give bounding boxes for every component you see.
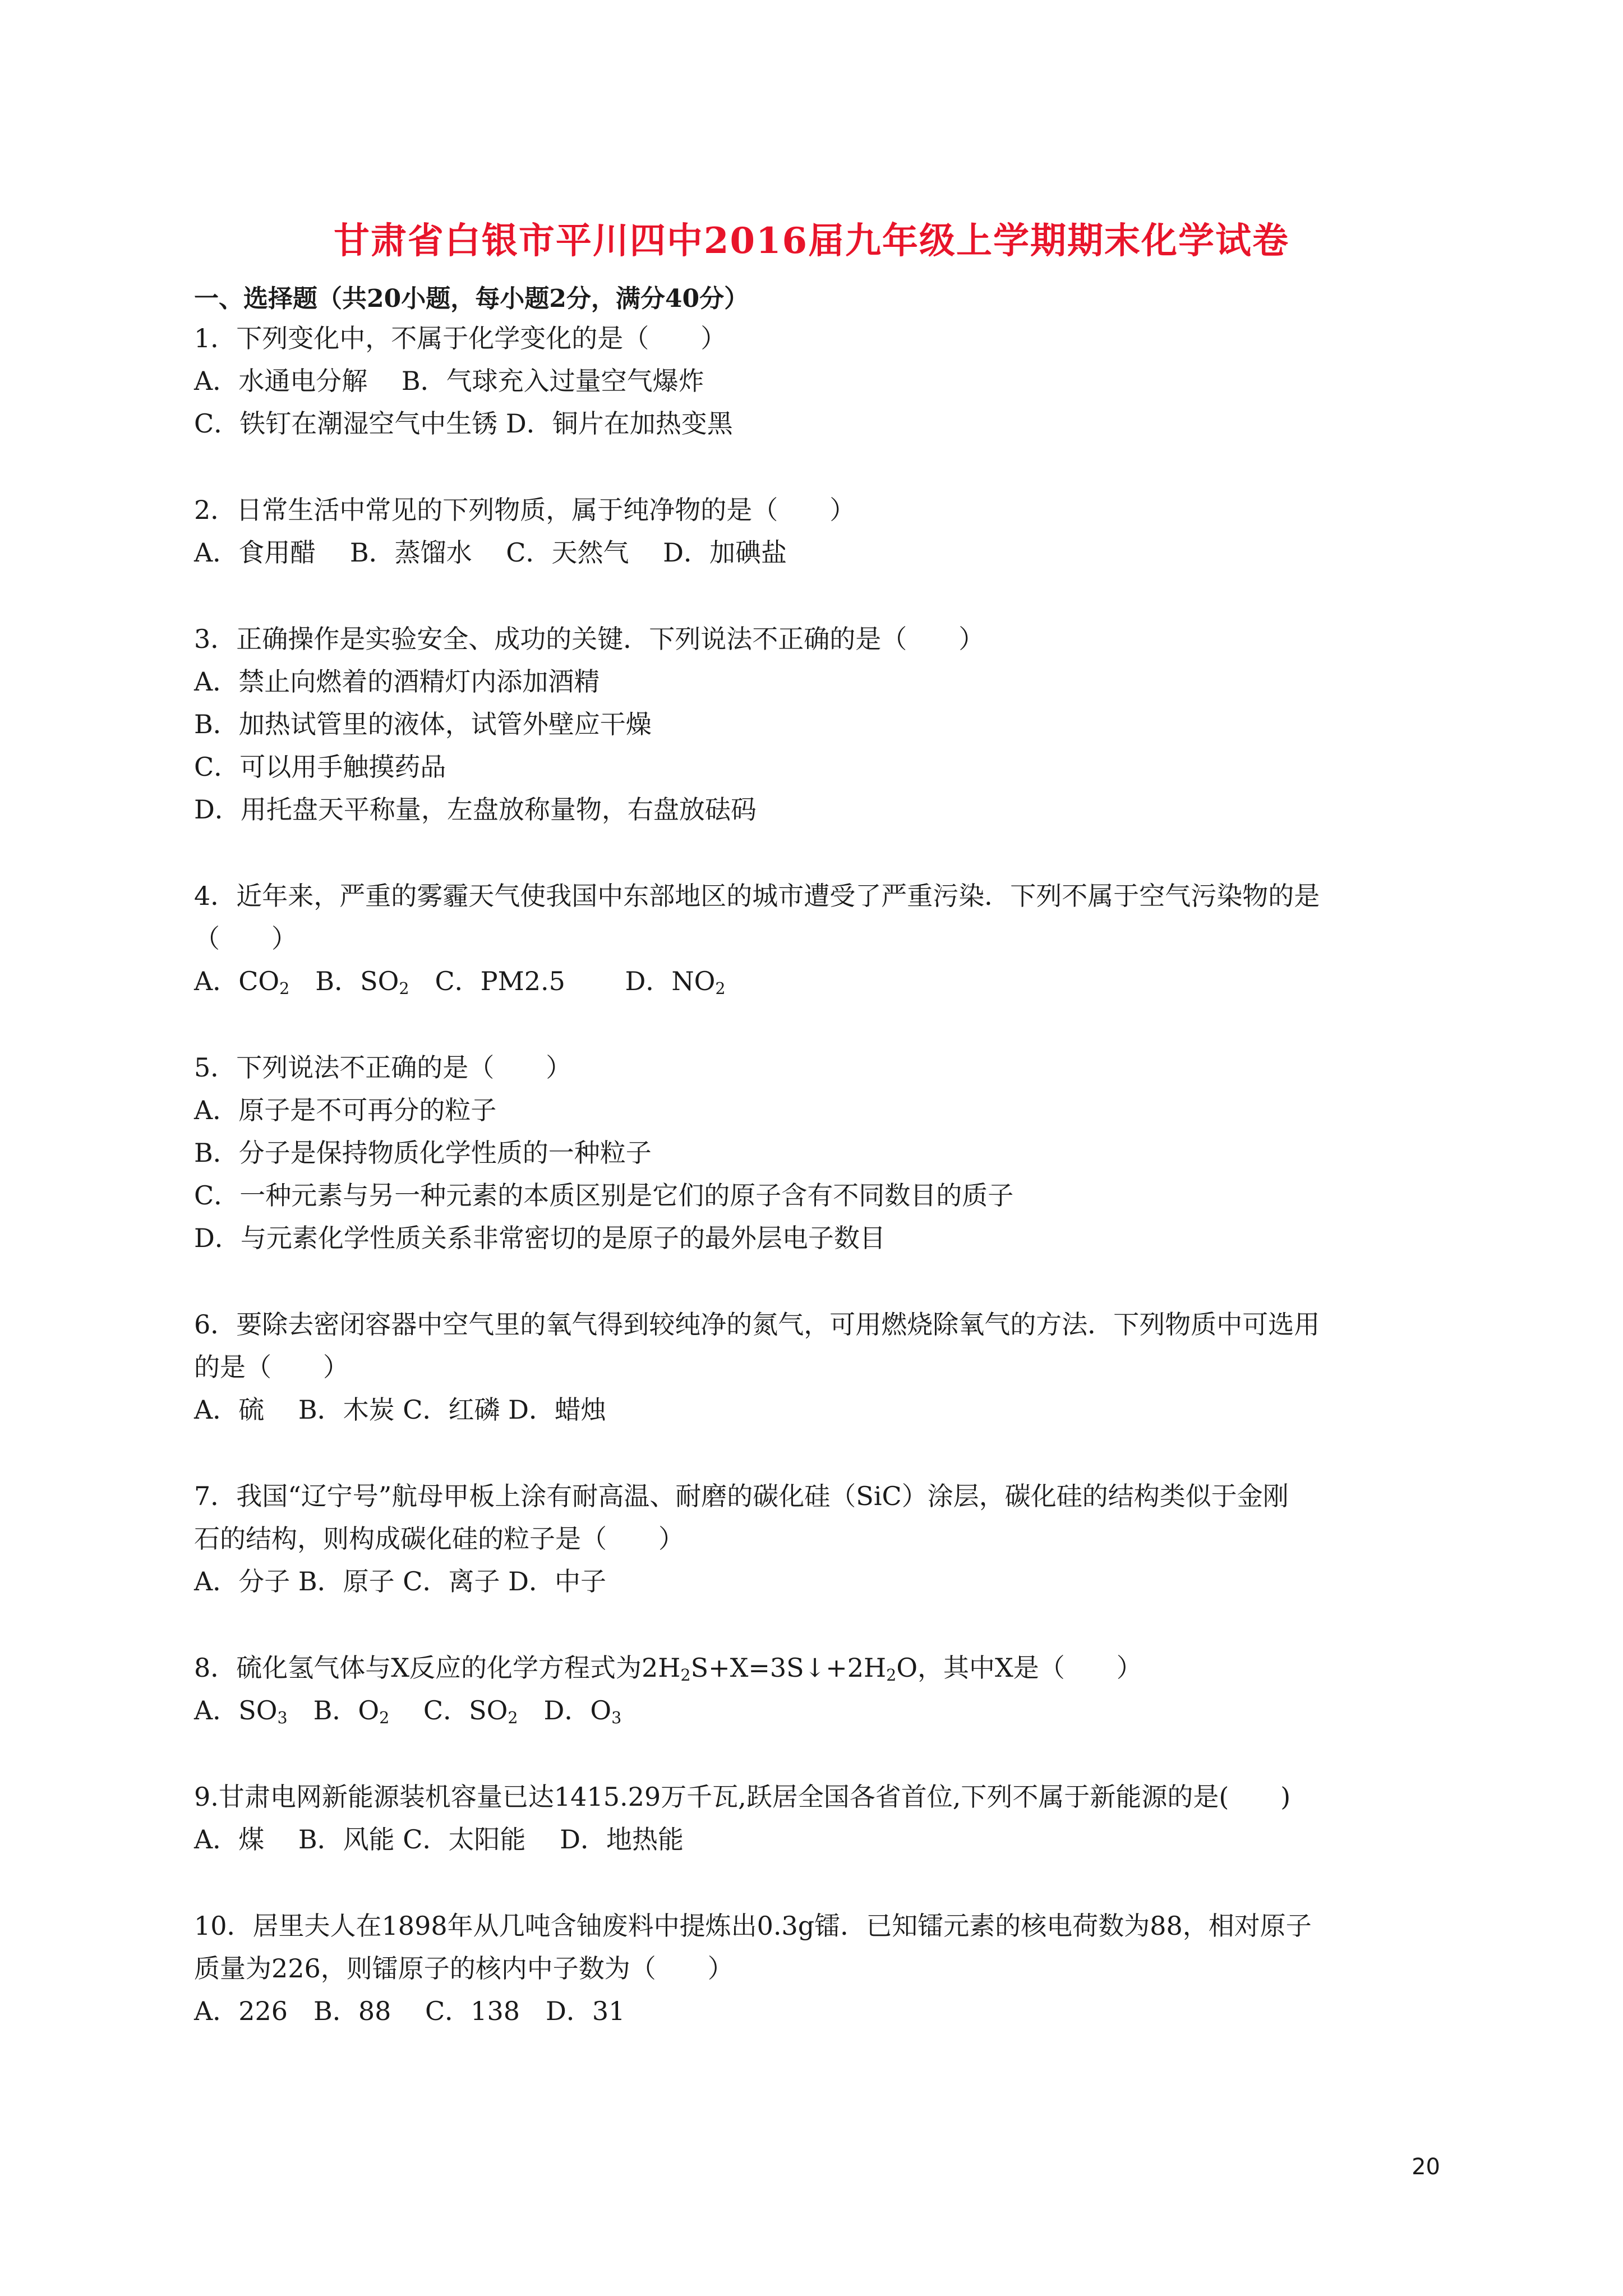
formula-text: A．CO xyxy=(194,966,280,996)
question-7-options: A．分子 B．原子 C．离子 D．中子 xyxy=(194,1566,606,1596)
formula-text: C．SO xyxy=(389,1695,508,1726)
question-2-options: A．食用醋 B．蒸馏水 C．天然气 D．加碘盐 xyxy=(194,537,787,568)
question-10-options: A．226 B．88 C．138 D．31 xyxy=(194,1996,625,2026)
question-5-option-d: D．与元素化学性质关系非常密切的是原子的最外层电子数目 xyxy=(194,1223,886,1253)
subscript: 2 xyxy=(379,1709,390,1728)
question-1-options-ab: A．水通电分解 B．气球充入过量空气爆炸 xyxy=(194,366,704,396)
subscript: 2 xyxy=(886,1666,897,1685)
question-7-stem: 7．我国“辽宁号”航母甲板上涂有耐高温、耐磨的碳化硅（SiC）涂层，碳化硅的结构类似于金刚 xyxy=(194,1481,1289,1511)
formula-text: B．SO xyxy=(289,966,399,996)
question-6-stem: 6．要除去密闭容器中空气里的氧气得到较纯净的氮气，可用燃烧除氧气的方法．下列物质中可选用 xyxy=(194,1309,1320,1340)
subscript: 2 xyxy=(680,1666,691,1685)
subscript: 2 xyxy=(279,979,290,999)
question-9-options: A．煤 B．风能 C．太阳能 D．地热能 xyxy=(194,1824,684,1855)
question-1-options-cd: C．铁钉在潮湿空气中生锈 D．铜片在加热变黑 xyxy=(194,408,733,439)
question-10-stem: 10．居里夫人在1898年从几吨含铀废料中提炼出0.3g镭．已知镭元素的核电荷数为88，相对原子 xyxy=(194,1911,1312,1941)
question-10-stem-cont: 质量为226，则镭原子的核内中子数为（ ） xyxy=(194,1953,734,1984)
question-5-option-b: B．分子是保持物质化学性质的一种粒子 xyxy=(194,1138,652,1168)
exam-title: 甘肃省白银市平川四中2016届九年级上学期期末化学试卷 xyxy=(333,220,1290,262)
formula-text: A．SO xyxy=(194,1695,278,1726)
question-4-stem: 4．近年来，严重的雾霾天气使我国中东部地区的城市遭受了严重污染．下列不属于空气污染物的是 xyxy=(194,881,1320,911)
question-8-stem xyxy=(194,1655,1142,1684)
question-4-stem-cont: （ ） xyxy=(194,923,297,954)
formula-text: B．O xyxy=(287,1695,380,1726)
question-6-stem-cont: 的是（ ） xyxy=(194,1352,349,1382)
question-9-stem: 9.甘肃电网新能源装机容量已达1415.29万千瓦,跃居全国各省首位,下列不属于新能源的是( ) xyxy=(194,1782,1291,1812)
question-3-stem: 3．正确操作是实验安全、成功的关键．下列说法不正确的是（ ） xyxy=(194,624,985,654)
question-3-option-a: A．禁止向燃着的酒精灯内添加酒精 xyxy=(194,666,600,697)
page-number: 20 xyxy=(1412,2154,1440,2180)
question-3-option-d: D．用托盘天平称量，左盘放称量物，右盘放砝码 xyxy=(194,794,757,825)
subscript: 2 xyxy=(508,1709,518,1728)
stem-text: S+X=3S↓+2H xyxy=(690,1653,887,1683)
section-heading: 一、选择题（共20小题，每小题2分，满分40分） xyxy=(194,284,749,313)
question-3-option-c: C．可以用手触摸药品 xyxy=(194,752,446,782)
stem-text: 8．硫化氢气体与X反应的化学方程式为2H xyxy=(194,1653,681,1683)
question-7-stem-cont: 石的结构，则构成碳化硅的粒子是（ ） xyxy=(194,1524,684,1554)
subscript: 2 xyxy=(399,979,409,999)
question-2-stem: 2．日常生活中常见的下列物质，属于纯净物的是（ ） xyxy=(194,495,856,525)
formula-text: D．O xyxy=(518,1695,612,1726)
question-4-options xyxy=(194,968,726,997)
question-5-option-a: A．原子是不可再分的粒子 xyxy=(194,1095,497,1125)
question-5-option-c: C．一种元素与另一种元素的本质区别是它们的原子含有不同数目的质子 xyxy=(194,1180,1014,1211)
subscript: 3 xyxy=(611,1709,622,1728)
question-6-options: A．硫 B．木炭 C．红磷 D．蜡烛 xyxy=(194,1395,606,1425)
question-3-option-b: B．加热试管里的液体，试管外壁应干燥 xyxy=(194,709,652,739)
question-5-stem: 5．下列说法不正确的是（ ） xyxy=(194,1052,572,1083)
subscript: 3 xyxy=(277,1709,288,1728)
question-1-stem: 1．下列变化中，不属于化学变化的是（ ） xyxy=(194,323,727,353)
stem-text: O，其中X是（ ） xyxy=(896,1653,1142,1683)
subscript: 2 xyxy=(715,979,726,999)
question-8-options xyxy=(194,1697,621,1727)
formula-text: C．PM2.5 D．NO xyxy=(409,966,716,996)
